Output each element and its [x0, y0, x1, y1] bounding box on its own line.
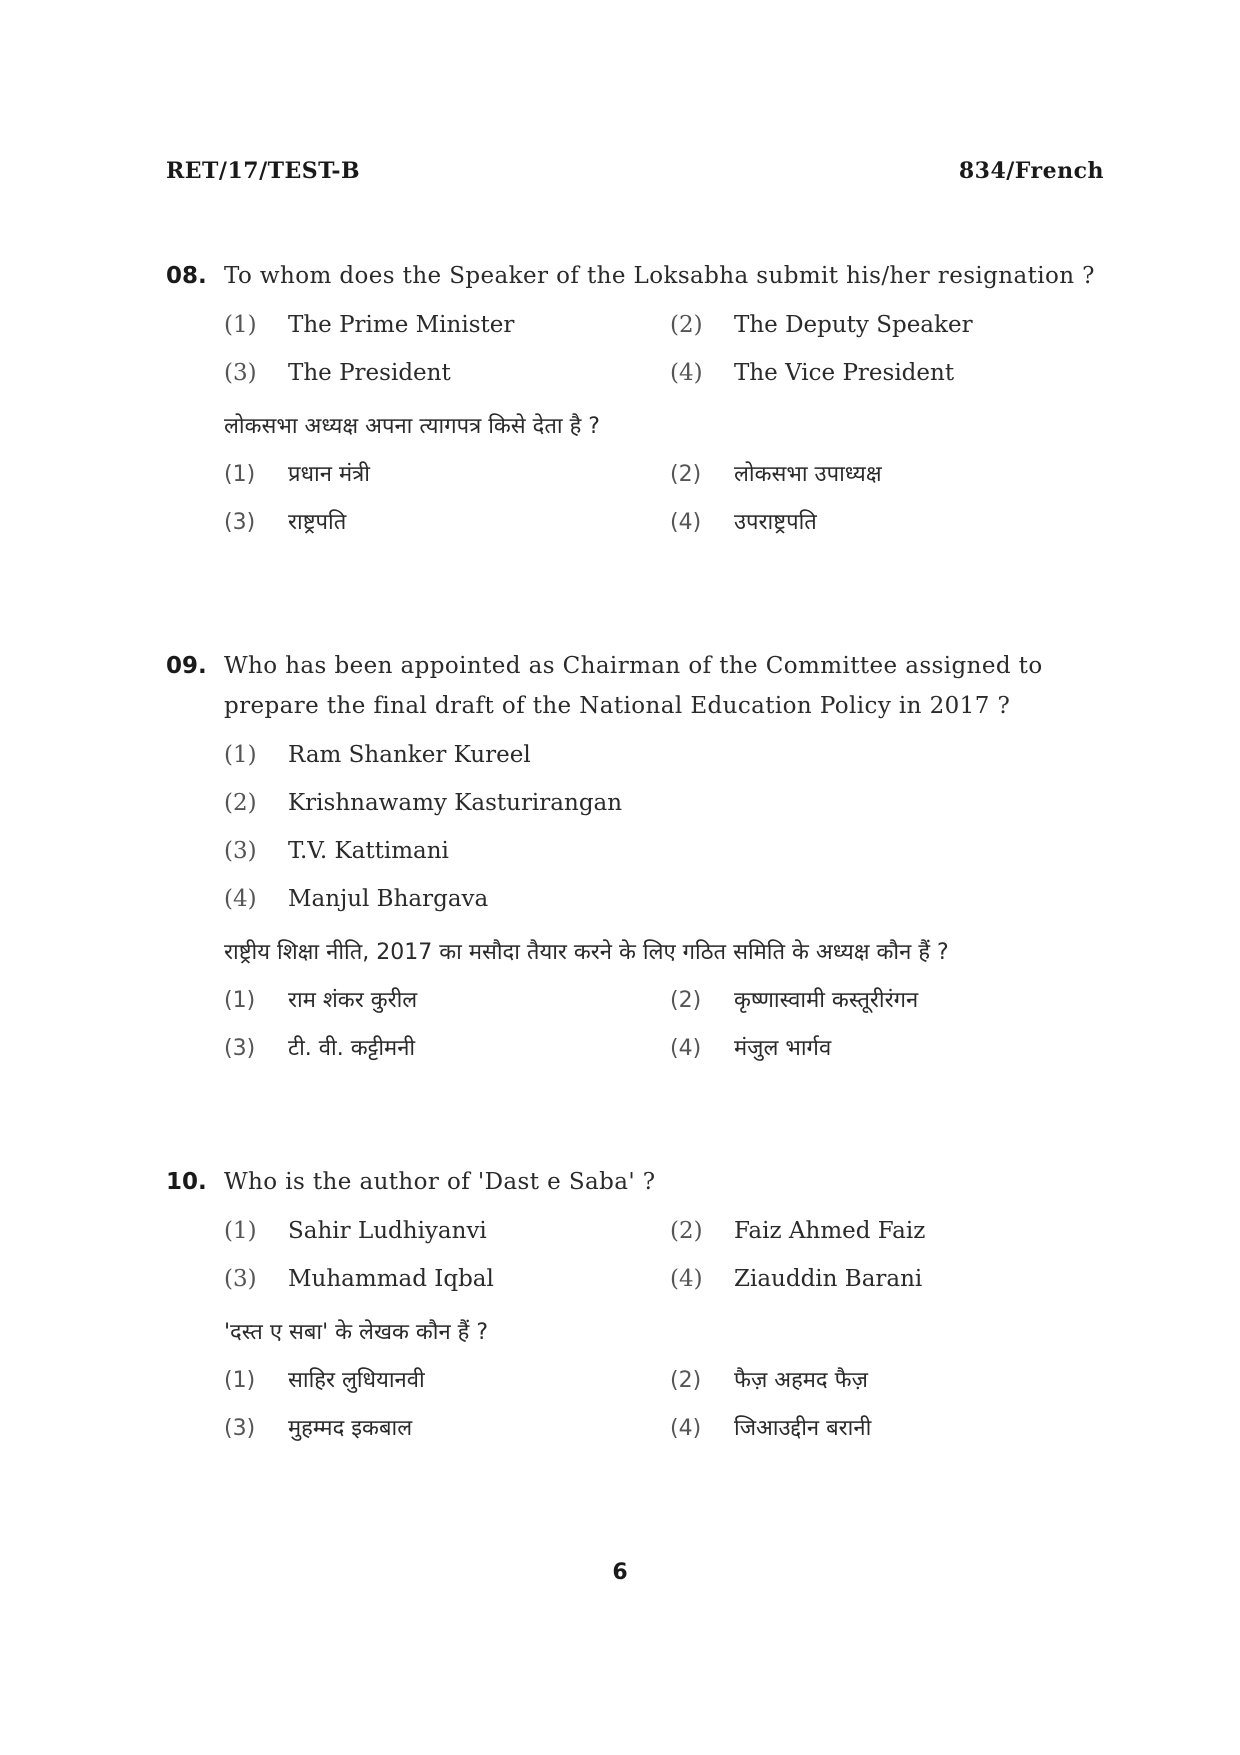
option-number: (1) — [224, 742, 257, 768]
option-en-3 — [224, 830, 1110, 872]
option-text: जिआउद्दीन बरानी — [734, 1416, 872, 1441]
option-number: (3) — [224, 1036, 256, 1061]
option-text: प्रधान मंत्री — [288, 462, 370, 487]
option-text: T.V. Kattimani — [288, 838, 449, 864]
option-text: राम शंकर कुरील — [288, 988, 418, 1013]
question-09 — [166, 646, 1110, 1070]
option-en-1 — [224, 1210, 670, 1252]
option-text: The President — [288, 360, 451, 386]
option-number: (3) — [224, 360, 257, 386]
option-hi-4 — [670, 1408, 1110, 1450]
option-text: Faiz Ahmed Faiz — [734, 1218, 926, 1244]
option-number: (4) — [224, 886, 257, 912]
question-10 — [166, 1162, 1110, 1450]
option-en-4 — [224, 878, 1110, 920]
question-number: 10. — [166, 1169, 207, 1195]
option-en-1 — [224, 734, 1110, 776]
option-number: (2) — [670, 1368, 702, 1393]
option-number: (3) — [224, 1416, 256, 1441]
option-number: (3) — [224, 1266, 257, 1292]
question-number: 09. — [166, 653, 207, 679]
option-number: (1) — [224, 1368, 256, 1393]
option-number: (1) — [224, 462, 256, 487]
question-text-hindi: राष्ट्रीय शिक्षा नीति, 2017 का मसौदा तैयार करने के लिए गठित समिति के अध्यक्ष कौन हैं ? — [224, 940, 949, 965]
option-number: (4) — [670, 360, 703, 386]
option-text: Ram Shanker Kureel — [288, 742, 531, 768]
page-number: 6 — [612, 1560, 628, 1585]
option-text: Krishnawamy Kasturirangan — [288, 790, 623, 816]
option-number: (2) — [670, 462, 702, 487]
option-number: (1) — [224, 1218, 257, 1244]
option-hi-4 — [670, 1028, 1110, 1070]
option-text: The Prime Minister — [288, 312, 515, 338]
option-hi-3 — [224, 1028, 670, 1070]
option-text: Muhammad Iqbal — [288, 1266, 494, 1292]
question-08 — [166, 256, 1110, 544]
option-text: मुहम्मद इकबाल — [288, 1416, 413, 1441]
option-number: (2) — [224, 790, 257, 816]
header-exam-code: RET/17/TEST-B — [166, 158, 361, 184]
option-number: (3) — [224, 838, 257, 864]
option-text: टी. वी. कट्टीमनी — [288, 1036, 416, 1061]
option-number: (1) — [224, 988, 256, 1013]
option-number: (4) — [670, 1266, 703, 1292]
option-en-4 — [670, 352, 1110, 394]
option-hi-3 — [224, 502, 670, 544]
option-hi-1 — [224, 980, 670, 1022]
option-hi-4 — [670, 502, 1110, 544]
option-text: लोकसभा उपाध्यक्ष — [734, 462, 882, 487]
option-text: The Vice President — [734, 360, 955, 386]
option-number: (2) — [670, 1218, 703, 1244]
option-text: मंजुल भार्गव — [734, 1036, 832, 1061]
option-text: उपराष्ट्रपति — [734, 510, 817, 535]
option-text: Ziauddin Barani — [734, 1266, 923, 1292]
option-en-2 — [670, 304, 1110, 346]
header-subject-code: 834/French — [958, 158, 1104, 184]
option-text: Manjul Bhargava — [288, 886, 489, 912]
question-text-english: Who is the author of 'Dast e Saba' ? — [224, 1169, 656, 1195]
option-en-3 — [224, 1258, 670, 1300]
option-hi-1 — [224, 1360, 670, 1402]
option-number: (2) — [670, 988, 702, 1013]
option-en-1 — [224, 304, 670, 346]
option-text: राष्ट्रपति — [288, 510, 347, 535]
option-number: (4) — [670, 1036, 702, 1061]
option-number: (4) — [670, 1416, 702, 1441]
question-text-english: Who has been appointed as Chairman of the Committee assigned to prepare the final draft of the National Education Policy in 2017 ? — [224, 653, 1043, 719]
option-en-2 — [224, 782, 1110, 824]
option-hi-1 — [224, 454, 670, 496]
option-en-2 — [670, 1210, 1110, 1252]
option-number: (2) — [670, 312, 703, 338]
question-text-english: To whom does the Speaker of the Loksabha submit his/her resignation ? — [224, 263, 1095, 289]
option-text: कृष्णास्वामी कस्तूरीरंगन — [734, 988, 919, 1013]
option-hi-2 — [670, 454, 1110, 496]
question-text-hindi: लोकसभा अध्यक्ष अपना त्यागपत्र किसे देता है ? — [224, 414, 600, 439]
option-hi-2 — [670, 1360, 1110, 1402]
option-text: फैज़ अहमद फैज़ — [734, 1368, 868, 1393]
option-text: The Deputy Speaker — [734, 312, 973, 338]
option-hi-3 — [224, 1408, 670, 1450]
question-text-hindi: 'दस्त ए सबा' के लेखक कौन हैं ? — [224, 1320, 488, 1345]
option-hi-2 — [670, 980, 1110, 1022]
option-en-4 — [670, 1258, 1110, 1300]
option-number: (1) — [224, 312, 257, 338]
option-text: साहिर लुधियानवी — [288, 1368, 425, 1393]
option-en-3 — [224, 352, 670, 394]
question-number: 08. — [166, 263, 207, 289]
option-number: (4) — [670, 510, 702, 535]
option-number: (3) — [224, 510, 256, 535]
option-text: Sahir Ludhiyanvi — [288, 1218, 487, 1244]
